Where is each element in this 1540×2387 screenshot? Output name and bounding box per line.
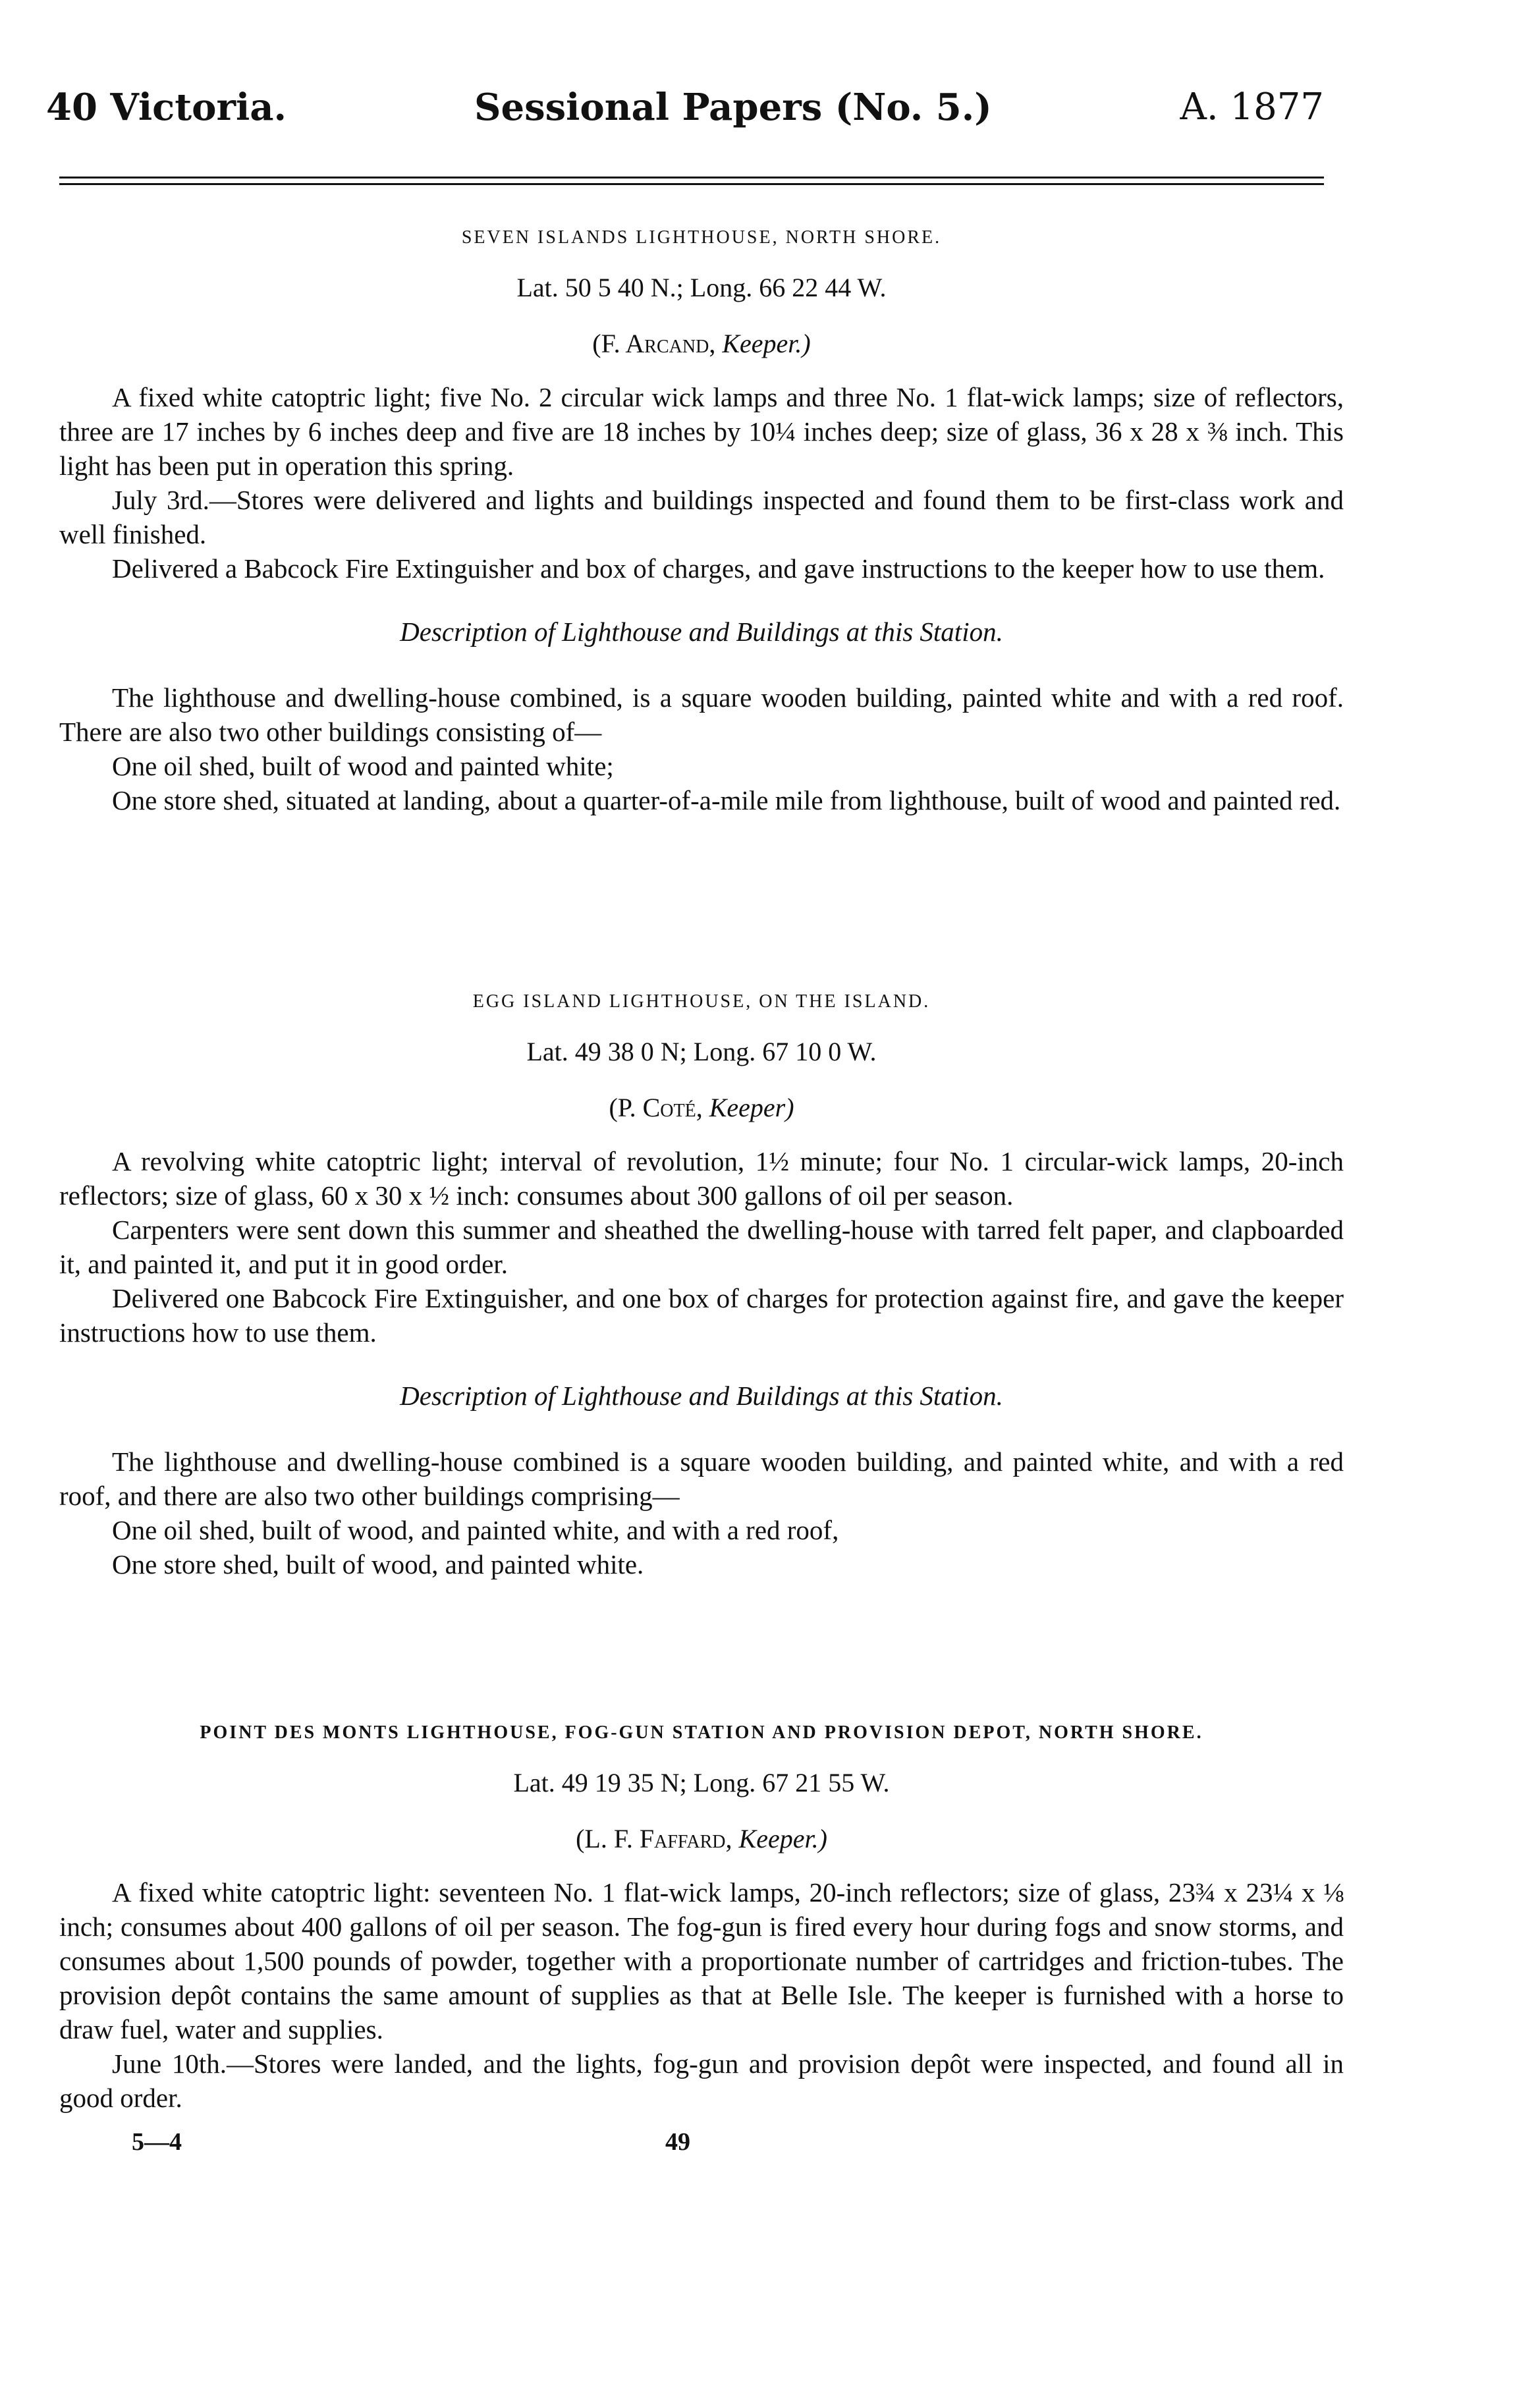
paragraph: June 10th.—Stores were landed, and the lights, fog-gun and provision depôt were inspected, and found all in good order. bbox=[59, 2048, 1344, 2113]
keeper-line bbox=[59, 1823, 1344, 1854]
keeper-line bbox=[59, 1092, 1344, 1123]
page-number: 49 bbox=[665, 2128, 690, 2156]
keeper-line bbox=[59, 328, 1344, 359]
description-paragraph: One store shed, built of wood, and painted white. bbox=[112, 1549, 644, 1579]
page-footer bbox=[132, 2127, 790, 2160]
paragraph: Delivered a Babcock Fire Extinguisher and box of charges, and gave instructions to the keeper how to use them. bbox=[112, 553, 1325, 584]
signature-mark: 5—4 bbox=[132, 2128, 182, 2156]
paragraph: Delivered one Babcock Fire Extinguisher, and one box of charges for protection against fire, and gave the keeper instructions how to use them. bbox=[59, 1283, 1344, 1348]
section-seven-islands bbox=[59, 227, 1344, 817]
lat-long: Lat. 50 5 40 N.; Long. 66 22 44 W. bbox=[516, 273, 887, 302]
keeper-role: Keeper.) bbox=[722, 329, 811, 358]
keeper-role: Keeper) bbox=[709, 1093, 794, 1122]
description-paragraph: One store shed, situated at landing, about a quarter-of-a-mile mile from lighthouse, built of wood and painted red. bbox=[112, 785, 1341, 815]
page-header bbox=[46, 86, 1324, 138]
paragraph: July 3rd.—Stores were delivered and lights and buildings inspected and found them to be first-class work and well finished. bbox=[59, 485, 1344, 549]
section-title: EGG ISLAND LIGHTHOUSE, ON THE ISLAND. bbox=[472, 991, 931, 1012]
section-egg-island bbox=[59, 991, 1344, 1581]
header-year: A. 1877 bbox=[1180, 86, 1324, 128]
section-point-des-monts bbox=[59, 1722, 1344, 2115]
description-heading: Description of Lighthouse and Buildings at this Station. bbox=[400, 617, 1003, 647]
header-session: 40 Victoria. bbox=[46, 86, 287, 129]
description-paragraph: The lighthouse and dwelling-house combined, is a square wooden building, painted white and with a red roof. There are also two other buildings consisting of— bbox=[59, 682, 1344, 747]
section-title: POINT DES MONTS LIGHTHOUSE, FOG-GUN STATION AND PROVISION DEPOT, NORTH SHORE. bbox=[200, 1722, 1203, 1743]
keeper-name: (F. Arcand, bbox=[592, 329, 716, 358]
keeper-name: (P. Coté, bbox=[609, 1093, 703, 1122]
section-title: SEVEN ISLANDS LIGHTHOUSE, NORTH SHORE. bbox=[461, 227, 942, 248]
lat-long: Lat. 49 19 35 N; Long. 67 21 55 W. bbox=[513, 1768, 890, 1797]
paragraph: A fixed white catoptric light; five No. 2 circular wick lamps and three No. 1 flat-wick lamps; size of reflectors, three are 17 inches by 6 inches deep and five are 18 inches by 10¼ inches deep; size of glass, 36 x 28 x ⅜ inch. This light has been put in operation this spring. bbox=[59, 382, 1344, 481]
description-paragraph: One oil shed, built of wood and painted white; bbox=[112, 751, 614, 781]
paragraph: A fixed white catoptric light: seventeen No. 1 flat-wick lamps, 20-inch reflectors; size of glass, 23¾ x 23¼ x ⅛ inch; consumes about 400 gallons of oil per season. The fog-gun is fired every hour during fogs and snow storms, and consumes about 1,500 pounds of powder, together with a proportionate number of cartridges and friction-tubes. The provision depôt contains the same amount of supplies as that at Belle Isle. The keeper is furnished with a horse to draw fuel, water and supplies. bbox=[59, 1877, 1344, 2044]
description-heading: Description of Lighthouse and Buildings at this Station. bbox=[400, 1381, 1003, 1411]
lat-long: Lat. 49 38 0 N; Long. 67 10 0 W. bbox=[526, 1037, 877, 1066]
header-rule-bottom bbox=[59, 183, 1324, 185]
description-paragraph: One oil shed, built of wood, and painted white, and with a red roof, bbox=[112, 1515, 839, 1545]
keeper-role: Keeper.) bbox=[738, 1824, 827, 1853]
description-paragraph: The lighthouse and dwelling-house combined is a square wooden building, and painted white, and with a red roof, and there are also two other buildings comprising— bbox=[59, 1446, 1344, 1511]
keeper-name: (L. F. Faffard, bbox=[576, 1824, 732, 1853]
header-rule-top bbox=[59, 177, 1324, 178]
paragraph: A revolving white catoptric light; interval of revolution, 1½ minute; four No. 1 circular-wick lamps, 20-inch reflectors; size of glass, 60 x 30 x ½ inch: consumes about 300 gallons of oil per season. bbox=[59, 1146, 1344, 1211]
paragraph: Carpenters were sent down this summer and sheathed the dwelling-house with tarred felt paper, and clapboarded it, and painted it, and put it in good order. bbox=[59, 1215, 1344, 1279]
header-title: Sessional Papers (No. 5.) bbox=[474, 86, 992, 129]
